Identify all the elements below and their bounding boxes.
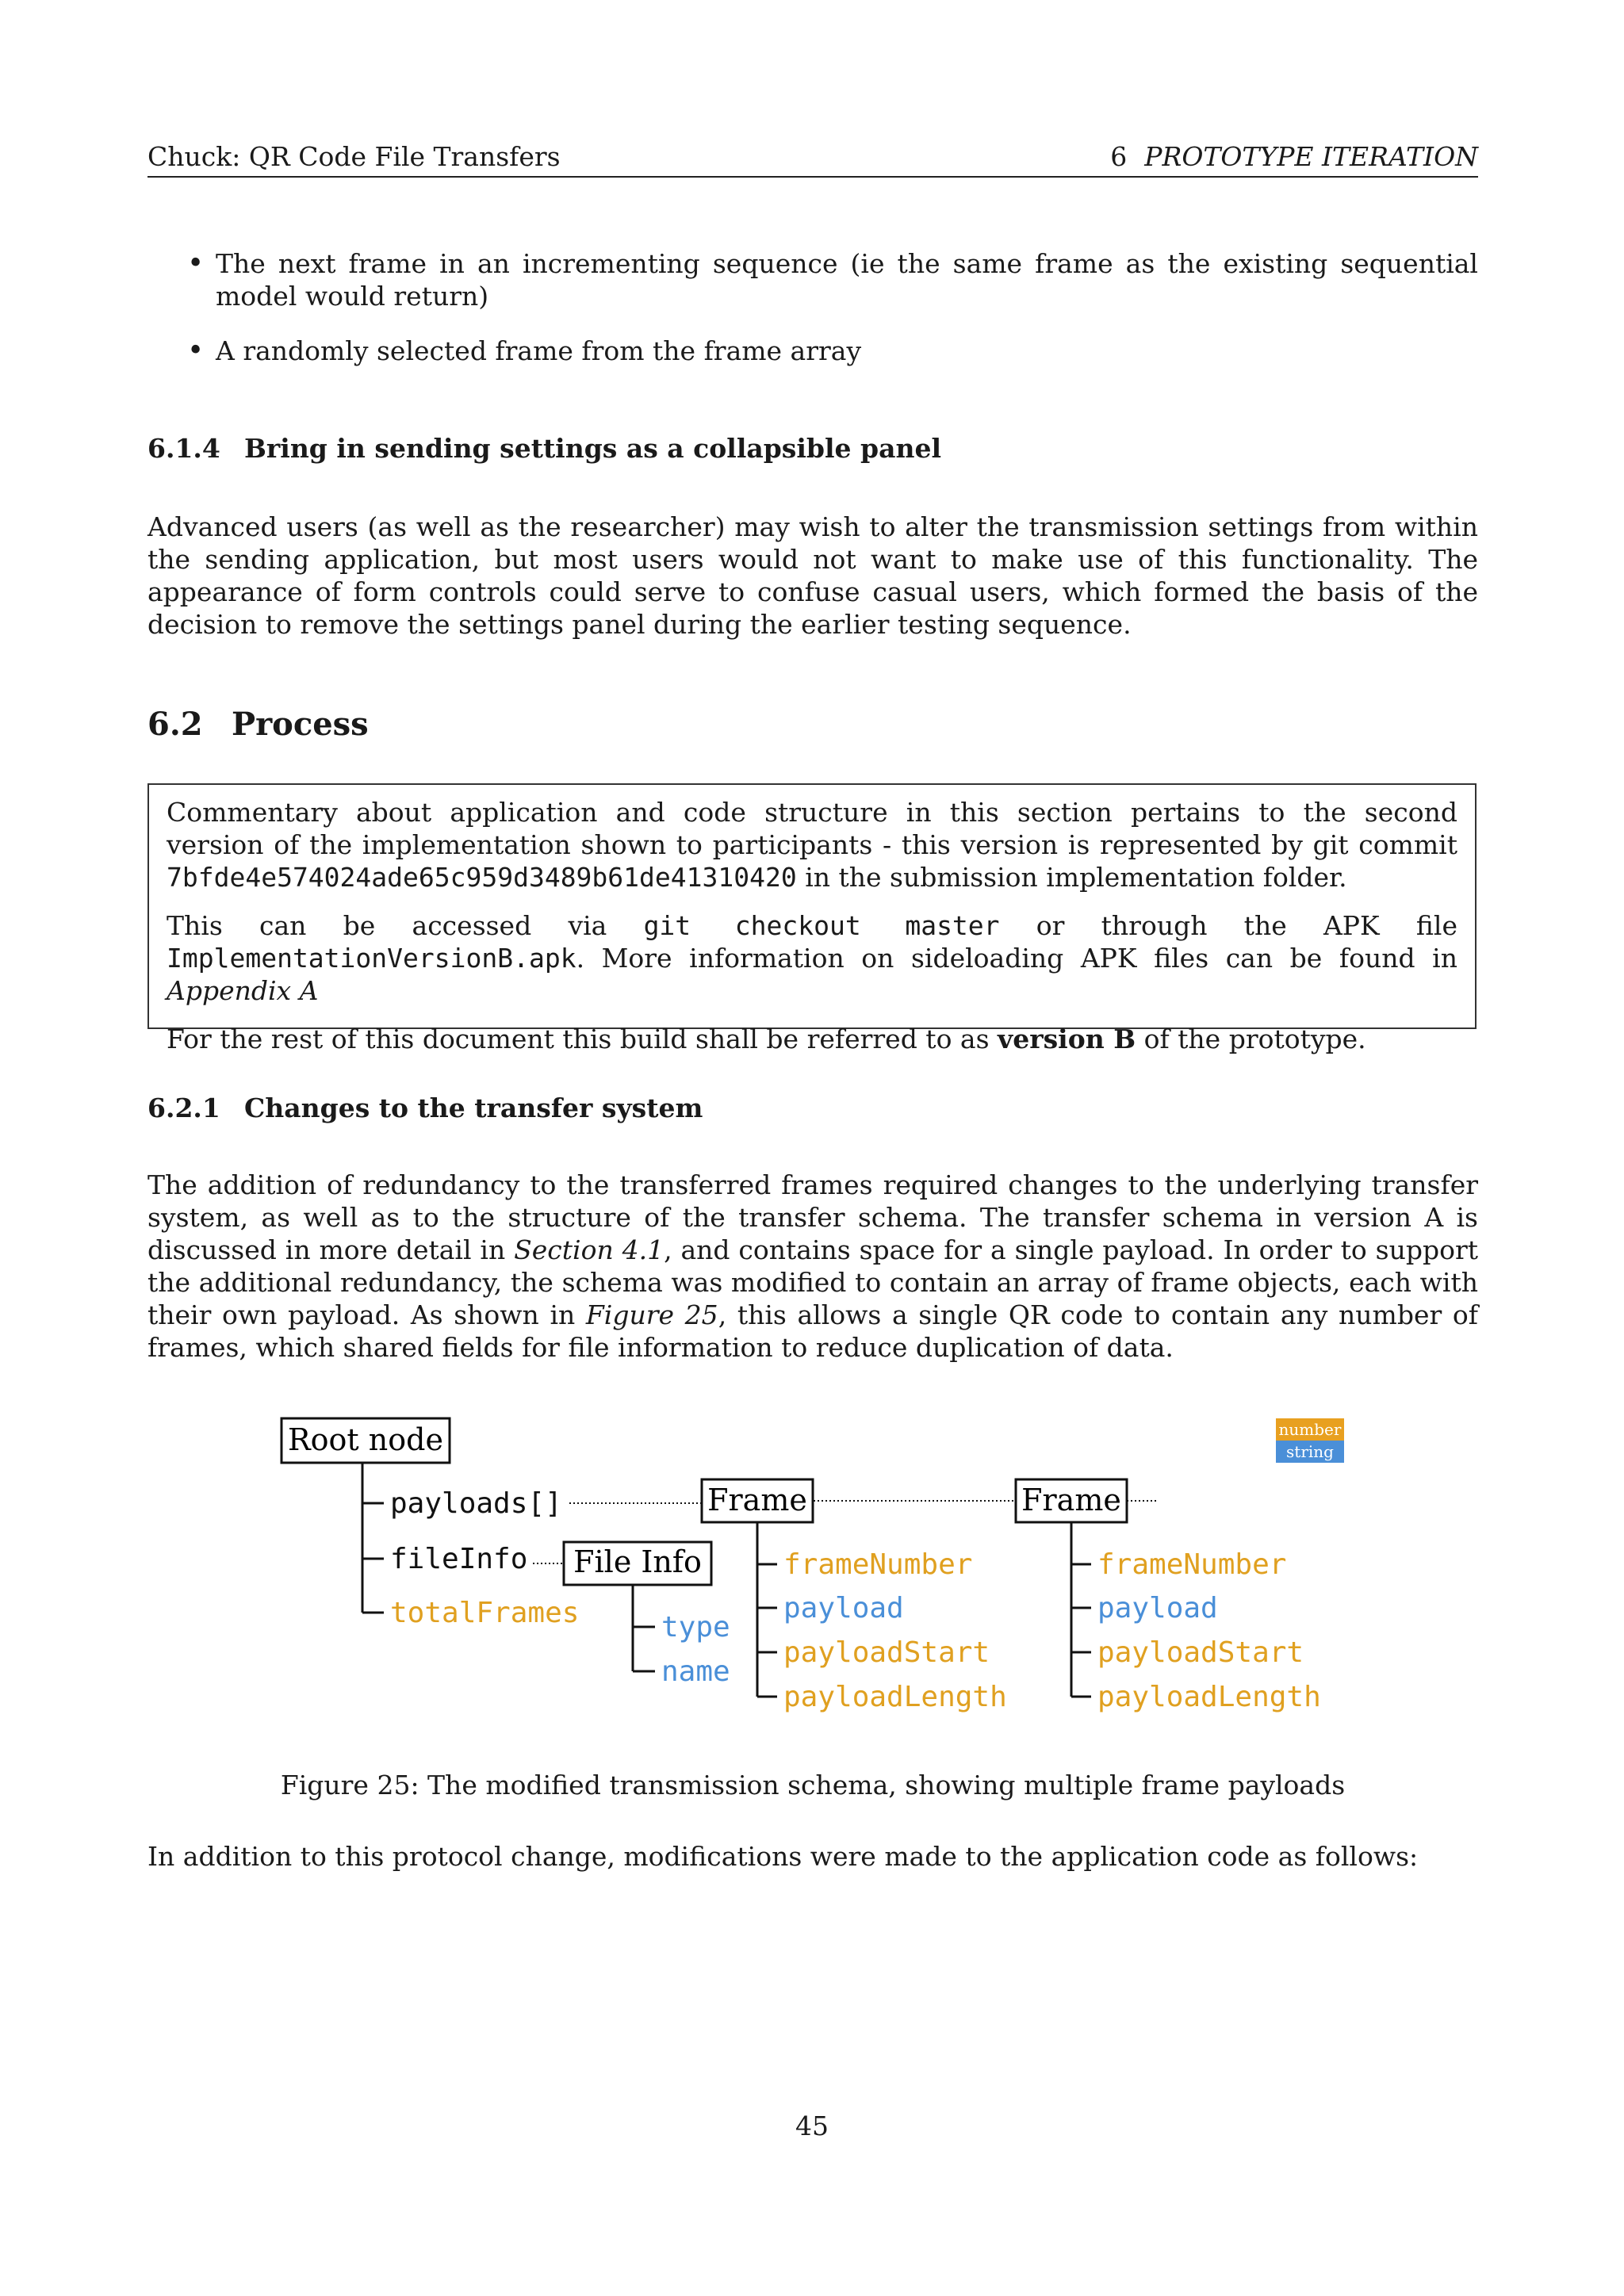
box-paragraph-2 — [167, 909, 1457, 1007]
box-paragraph-3 — [167, 1023, 1457, 1055]
figure-reference: Figure 25 — [585, 1299, 718, 1330]
root-node-label: Root node — [288, 1422, 443, 1457]
paragraph-settings: Advanced users (as well as the researcher) may wish to alter the transmission settings from within the sending application, but most users would not want to make use of this functionality. The appearance of form controls could serve to confuse casual users, which formed the basis of the decision to remove the settings panel during the earlier testing sequence. — [147, 511, 1478, 640]
frame-1-field-framenumber: frameNumber — [783, 1548, 973, 1581]
subsection-number: 6.2.1 — [147, 1093, 220, 1123]
box-line-1: Commentary about application and code structure in this section pertains to the second — [167, 797, 1457, 828]
apk-filename: ImplementationVersionB.apk — [167, 943, 576, 974]
box-text: . More information on sideloading APK files can be found in — [576, 943, 1457, 974]
paragraph-closing: In addition to this protocol change, modifications were made to the application code as follows: — [147, 1841, 1419, 1872]
paragraph-text: , this allows a single QR code to contain any number of frames, which shared fields for file information to reduce duplication of data. — [147, 1299, 1478, 1363]
header-section-title: PROTOTYPE ITERATION — [1144, 141, 1478, 172]
bullet-item: • A randomly selected frame from the frame array — [187, 335, 1478, 367]
section-reference: Section 4.1 — [514, 1234, 665, 1265]
git-command: git checkout master — [643, 910, 1000, 941]
header-section — [1110, 141, 1478, 172]
frame-2-field-payloadlength: payloadLength — [1097, 1681, 1321, 1713]
field-payloads: payloads[] — [390, 1487, 562, 1520]
frame-1-field-payload: payload — [783, 1592, 904, 1624]
subsection-title: Bring in sending settings as a collapsible panel — [244, 433, 941, 464]
field-fileinfo: fileInfo — [390, 1543, 528, 1575]
appendix-reference: Appendix A — [167, 975, 319, 1006]
header-section-number: 6 — [1110, 141, 1128, 172]
running-header — [147, 141, 1478, 178]
subsection-number: 6.1.4 — [147, 433, 220, 464]
subsection-title: Changes to the transfer system — [244, 1093, 703, 1123]
figure-caption: Figure 25: The modified transmission schema, showing multiple frame payloads — [280, 1770, 1346, 1800]
box-text: This can be accessed via — [167, 910, 644, 941]
box-text: or through the APK file — [999, 910, 1457, 941]
file-info-label: File Info — [573, 1544, 702, 1579]
schema-diagram — [0, 1395, 1624, 1728]
paragraph-text: The addition of redundancy to the transferred frames required changes to the underlying transfer system, as well as to the structure of the transfer schema. The transfer schema in version A is discussed in more detail in — [147, 1169, 1478, 1265]
section-heading-6-2 — [147, 706, 369, 743]
frame-label-1: Frame — [707, 1483, 807, 1517]
paragraph-transfer-changes — [147, 1169, 1478, 1364]
frame-2-field-framenumber: frameNumber — [1097, 1548, 1287, 1581]
section-title: Process — [232, 706, 369, 743]
legend-number-label: number — [1278, 1420, 1342, 1439]
frame-label-2: Frame — [1021, 1483, 1121, 1517]
subsection-heading-6-2-1 — [147, 1093, 703, 1123]
box-line-2: version of the implementation shown to participants - this version is represented by git commit — [167, 829, 1457, 860]
field-type: type — [661, 1611, 730, 1644]
header-title: Chuck: QR Code File Transfers — [147, 141, 561, 172]
frame-2-field-payloadstart: payloadStart — [1097, 1636, 1304, 1669]
frame-2-field-payload: payload — [1097, 1592, 1218, 1624]
field-name: name — [661, 1655, 730, 1688]
commit-hash: 7bfde4e574024ade65c959d3489b61de41310420 — [167, 862, 797, 893]
subsection-heading-6-1-4 — [147, 433, 941, 464]
field-totalframes: totalFrames — [390, 1597, 580, 1629]
box-line-3-end: in the submission implementation folder. — [796, 862, 1347, 893]
section-number: 6.2 — [147, 706, 203, 743]
box-paragraph-1 — [167, 796, 1457, 894]
frame-1-field-payloadlength: payloadLength — [783, 1681, 1007, 1713]
page-number: 45 — [795, 2110, 829, 2141]
box-text: For the rest of this document this build shall be referred to as — [167, 1024, 998, 1054]
frame-1-field-payloadstart: payloadStart — [783, 1636, 990, 1669]
bullet-list — [187, 247, 1478, 389]
version-note-box — [147, 783, 1477, 1054]
paragraph-text: , and contains space for a single payload. In order to support the additional redundancy, the schema was modified to contain an array of frame objects, each with their own payload. As shown in — [147, 1234, 1478, 1330]
box-text: of the prototype. — [1136, 1024, 1366, 1054]
version-b-label: version B — [998, 1024, 1136, 1054]
legend-string-label: string — [1286, 1442, 1334, 1461]
bullet-item: • The next frame in an incrementing sequence (ie the same frame as the existing sequential model would return) — [187, 247, 1478, 312]
